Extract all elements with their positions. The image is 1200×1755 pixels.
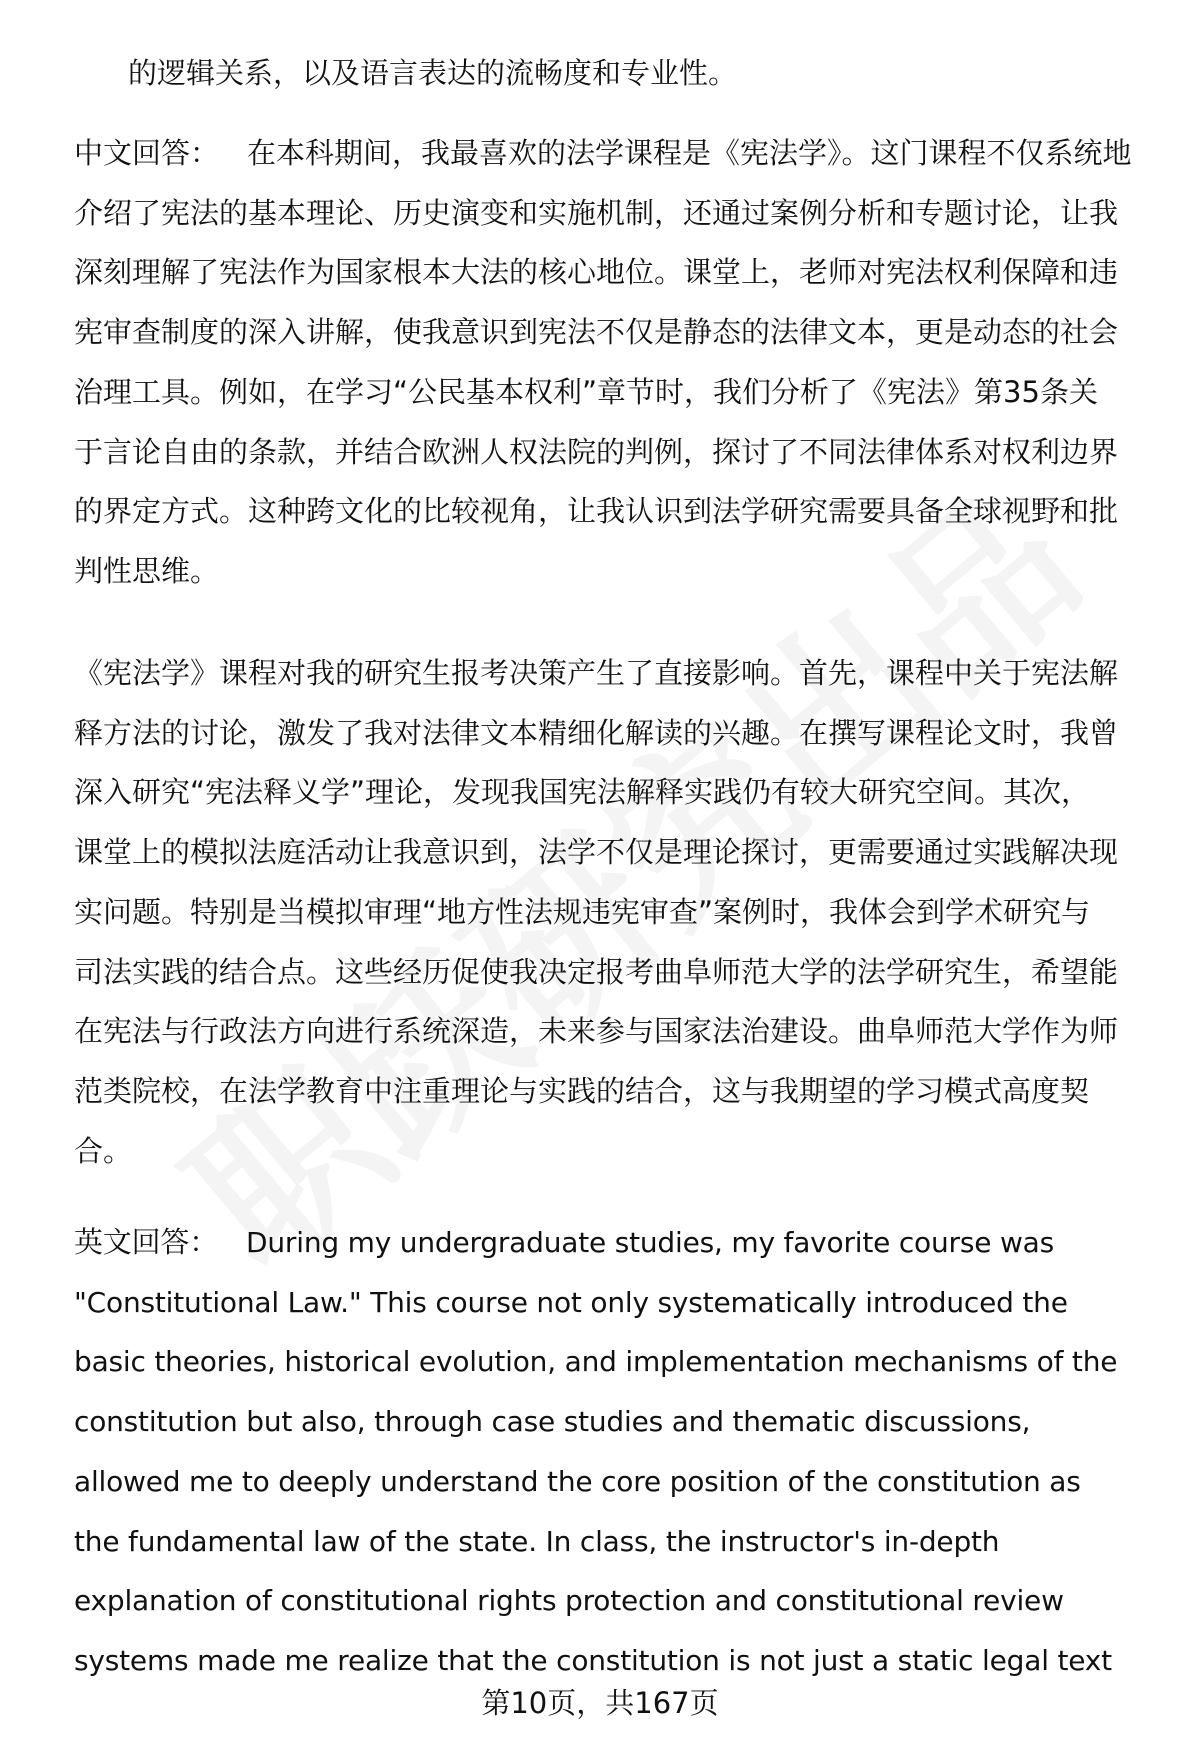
chinese-paragraph-2 bbox=[74, 644, 1154, 1181]
text-line: 于言论自由的条款，并结合欧洲人权法院的判例，探讨了不同法律体系对权利边界 bbox=[74, 434, 1119, 469]
text-line: 深刻理解了宪法作为国家根本大法的核心地位。课堂上，老师对宪法权利保障和违 bbox=[74, 255, 1119, 290]
text-line: 判性思维。 bbox=[74, 553, 220, 588]
chinese-answer-paragraph bbox=[74, 124, 1154, 602]
text-line: 《宪法学》课程对我的研究生报考决策产生了直接影响。首先，课程中关于宪法解 bbox=[74, 656, 1119, 690]
text-line: systems made me realize that the constitution is not just a static legal text bbox=[74, 1643, 1112, 1677]
text-line: 实问题。特别是当模拟审理“地方性法规违宪审查”案例时，我体会到学术研究与 bbox=[74, 894, 1091, 929]
text-line: "Constitutional Law." This course not only systematically introduced the bbox=[74, 1285, 1068, 1319]
text-line: 范类院校，在法学教育中注重理论与实践的结合，这与我期望的学习模式高度契 bbox=[74, 1073, 1090, 1108]
text-line: 合。 bbox=[74, 1133, 133, 1168]
text-line: 课堂上的模拟法庭活动让我意识到，法学不仅是理论探讨，更需要通过实践解决现 bbox=[74, 835, 1119, 870]
english-answer-paragraph bbox=[74, 1213, 1154, 1691]
text-line: 司法实践的结合点。这些经历促使我决定报考曲阜师范大学的法学研究生，希望能 bbox=[74, 954, 1119, 989]
chinese-answer-label: 中文回答： bbox=[74, 136, 220, 170]
continuation-paragraph bbox=[74, 44, 1154, 104]
text-line: 介绍了宪法的基本理论、历史演变和实施机制，还通过案例分析和专题讨论，让我 bbox=[74, 195, 1119, 230]
text-line bbox=[74, 1213, 1154, 1273]
text-line: 深入研究“宪法释义学”理论，发现我国宪法解释实践仍有较大研究空间。其次， bbox=[74, 775, 1091, 810]
text-line: 宪审查制度的深入讲解，使我意识到宪法不仅是静态的法律文本，更是动态的社会 bbox=[74, 315, 1119, 350]
text-line bbox=[74, 124, 1154, 184]
text-line: 的逻辑关系，以及语言表达的流畅度和专业性。 bbox=[128, 56, 738, 90]
text-line: 在宪法与行政法方向进行系统深造，未来参与国家法治建设。曲阜师范大学作为师 bbox=[74, 1014, 1119, 1049]
english-answer-line-0: During my undergraduate studies, my favorite course was bbox=[246, 1226, 1055, 1259]
page-number-footer: 第10页，共167页 bbox=[481, 1686, 719, 1720]
chinese-answer-line-0: 在本科期间，我最喜欢的法学课程是《宪法学》。这门课程不仅系统地 bbox=[247, 136, 1132, 170]
text-line: constitution but also, through case studies and thematic discussions, bbox=[74, 1405, 1031, 1439]
english-answer-label: 英文回答： bbox=[74, 1225, 219, 1259]
text-line: explanation of constitutional rights protection and constitutional review bbox=[74, 1584, 1064, 1618]
text-line: 的界定方式。这种跨文化的比较视角，让我认识到法学研究需要具备全球视野和批 bbox=[74, 494, 1119, 529]
text-line: basic theories, historical evolution, and implementation mechanisms of the bbox=[74, 1345, 1118, 1379]
text-line: allowed me to deeply understand the core position of the constitution as bbox=[74, 1464, 1081, 1498]
text-line: 释方法的讨论，激发了我对法律文本精细化解读的兴趣。在撰写课程论文时，我曾 bbox=[74, 715, 1119, 750]
text-line: 治理工具。例如，在学习“公民基本权利”章节时，我们分析了《宪法》第35条关 bbox=[74, 374, 1098, 409]
text-line: the fundamental law of the state. In class, the instructor's in-depth bbox=[74, 1524, 1000, 1558]
